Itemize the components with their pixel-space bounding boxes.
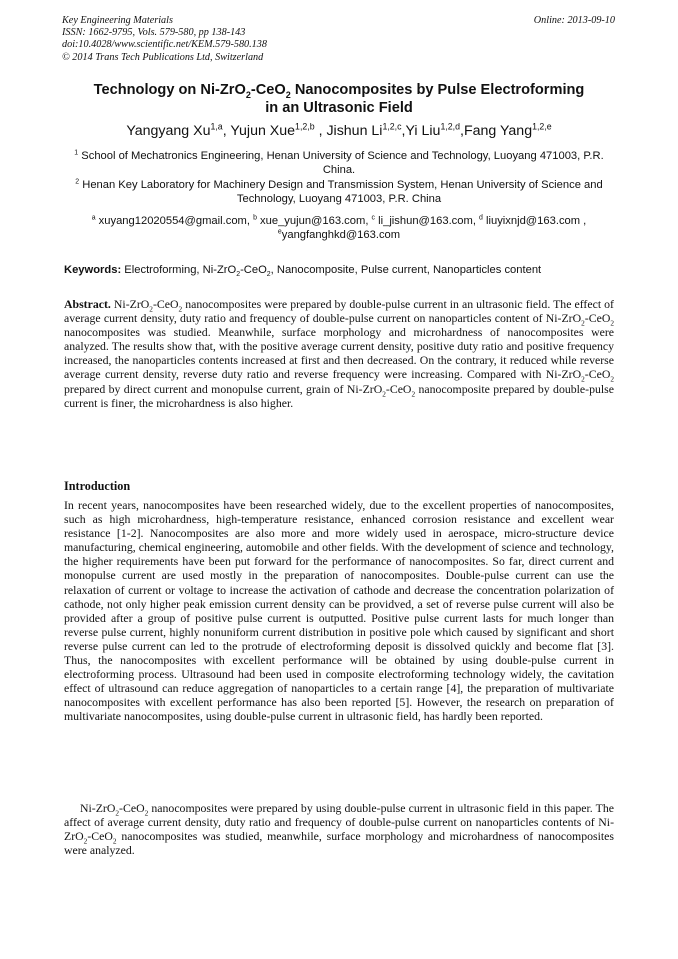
author: Yangyang Xu$^{1,a}$, [126, 121, 231, 139]
introduction-paragraph-1: In recent years, nanocomposites have been researched widely, due to the excellent properties of nanocomposites, such as high microhardness, high-temperature resistance, enhanced corrosion resistance and excellent wear resistance [1-2]. Nanocomposites are also more and more widely used in aerospace, micro-structure device manufacturing, chemical engineering, automobile and other fields. With the development of science and technology, the higher requirements have been put forward for the performance of nanocomposites. So far, direct current and monopulse current are used mostly in the preparation of nanocomposites. Double-pulse current can use the relaxation of current or voltage to increase the activation of cathode and decrease the concentration polarization of cathode, not only higher peak emission current density can be providved, a set of reverse pulse current will also be provided after a group of positive pulse current is outputted. Positive pulse current lasts for much longer than reverse pulse current, highly nonuniform current distribution in positive pole which caused by significant and short reverse pulse current can led to the protrude of electroforming deposit is dissolved quickly and become flat [3]. Thus, the nanocomposites with excellent performance will be obtained by using double-pulse current in electroforming process. Ultrasound had been used in composite electroforming technology widely, the cavitation effect of ultrasound can reduce aggregation of nanoparticles to a certain range [4], the preparation of multivariate nanocomposites with excellent performance has also been reported [5]. However, the research on preparation of multivariate nanocomposites, using double-pulse current in ultrasonic field, has hardly been reported. [64, 498, 614, 724]
email: $^b$ xue_yujun@163.com, [253, 214, 372, 227]
keywords-label: Keywords: [64, 264, 122, 276]
paper-title [50, 81, 628, 117]
title-line-2: in an Ultrasonic Field [265, 100, 413, 116]
email: $^a$ xuyang12020554@gmail.com, [91, 214, 254, 227]
author-list [40, 122, 638, 140]
doi-line: doi:10.4028/www.scientific.net/KEM.579-580.138 [62, 39, 267, 51]
affiliation-2: $^2$ Henan Key Laboratory for Machinery Design and Transmission System, Henan University of Science and Technology, Luoyang 471003, P.R. China [75, 178, 603, 205]
author: Jishun Li$^{1,2,c}$, [326, 121, 406, 139]
section-heading-introduction: Introduction [64, 479, 131, 493]
title-line-1: Technology on Ni-ZrO$_2$-CeO$_2$ Nanocomposites by Pulse Electroforming [93, 82, 585, 100]
journal-meta [62, 15, 267, 64]
affiliation-1: $^1$ School of Mechatronics Engineering, Henan University of Science and Technology, Luoyang 471003, P.R. China. [74, 149, 604, 176]
journal-name: Key Engineering Materials [62, 15, 173, 26]
keywords-line: Keywords: Electroforming, Ni-ZrO$_2$-CeO$_2$, Nanocomposite, Pulse current, Nanoparticles content [64, 264, 542, 279]
issn-line: ISSN: 1662-9795, Vols. 579-580, pp 138-143 [62, 27, 246, 39]
email: $^e$yangfanghkd@163.com [277, 228, 401, 241]
email: $^d$ liuyixnjd@163.com , [479, 214, 587, 227]
introduction-paragraph-2: Ni-ZrO$_2$-CeO$_2$ nanocomposites were prepared by using double-pulse current in ultrasonic field in this paper. The affect of average current density, duty ratio and frequency of double-pulse current on nanoparticles contents of Ni-ZrO$_2$-CeO$_2$ nanocomposites was studied, meanwhile, surface morphology and microhardness of nanocomposites were analyzed. [64, 801, 614, 858]
author: Yi Liu$^{1,2,d}$, [405, 121, 464, 139]
author: Yujun Xue$^{1,2,b}$ , [230, 121, 327, 139]
author: Fang Yang$^{1,2,e}$ [463, 121, 552, 139]
online-date: Online: 2013-09-10 [533, 15, 615, 26]
abstract-label: Abstract. [64, 297, 111, 311]
email-list [56, 214, 622, 242]
abstract-paragraph: Abstract. Ni-ZrO$_2$-CeO$_2$ nanocomposites were prepared by double-pulse current in an ultrasonic field. The effect of average current density, duty ratio and frequency of double-pulse current on nanoparticles content of Ni-ZrO$_2$-CeO$_2$ nanocomposites was studied. Meanwhile, surface morphology and microhardness of nanocomposites were analyzed. The results show that, with the positive average current density, positive duty ratio and positive frequency increased, the nanoparticles contents increased at first and then decreased. On the contrary, it reduced while reverse average current density, reverse duty ratio and reverse frequency were increasing. Compared with Ni-ZrO$_2$-CeO$_2$ prepared by direct current and monopulse current, grain of Ni-ZrO$_2$-CeO$_2$ nanocomposite prepared by double-pulse current is finer, the microhardness is also higher. [64, 297, 614, 410]
copyright-line: © 2014 Trans Tech Publications Ltd, Switzerland [62, 51, 264, 63]
email: $^c$ li_jishun@163.com, [371, 214, 480, 227]
